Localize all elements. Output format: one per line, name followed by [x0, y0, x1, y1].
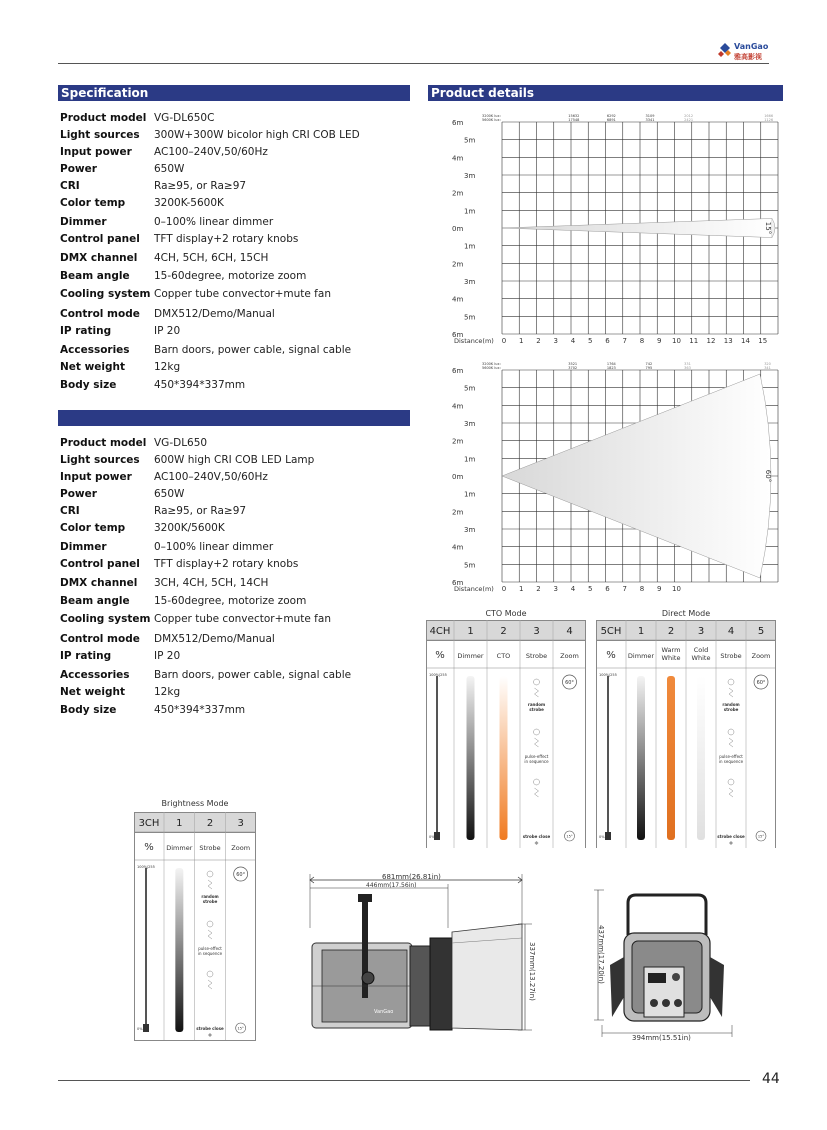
mode-sub-cell: Cold [693, 646, 709, 654]
logo-text: VanGao [734, 42, 769, 51]
gradient-bar [697, 676, 705, 840]
spec-key: Cooling system [60, 288, 151, 300]
cto-mode-table [426, 620, 586, 848]
x-tick: 1 [519, 337, 524, 345]
radius-label: 5m [464, 313, 476, 322]
mode-head-cell: 1 [637, 626, 645, 637]
radius-label: 1m [464, 242, 476, 251]
spec-key: Color temp [60, 522, 126, 534]
spec-value: 12kg [154, 361, 181, 373]
y-label: 0m [452, 473, 464, 481]
zoom-bottom-label: 15° [757, 834, 765, 839]
spec-value: AC100–240V,50/60Hz [154, 471, 268, 483]
spec-key: Cooling system [60, 613, 151, 625]
lux-value: 1764 [606, 362, 616, 366]
radius-label: 3m [464, 172, 476, 180]
radius-label: 5m [464, 384, 476, 393]
y-label: 4m [452, 295, 464, 304]
strobe-random-label: random [722, 702, 740, 707]
spec-value: IP 20 [154, 325, 181, 337]
spec-value: 15-60degree, motorize zoom [154, 595, 307, 607]
x-tick: 4 [570, 585, 576, 593]
mode-head-cell: 3 [697, 626, 705, 637]
scale-knob [434, 832, 440, 840]
x-tick: 2 [536, 337, 541, 345]
x-tick: 3 [553, 337, 558, 345]
spec-key: Control panel [60, 233, 140, 245]
spec-value: 450*394*337mm [154, 379, 246, 391]
zoom-top-label: 60° [756, 680, 766, 686]
spec-key: Beam angle [60, 595, 130, 607]
mode-sub-cell: Zoom [751, 652, 771, 660]
radius-label: 5m [464, 136, 476, 145]
x-tick: 13 [723, 337, 733, 345]
spec-value: 600W high CRI COB LED Lamp [154, 454, 315, 466]
spec-value: IP 20 [154, 650, 181, 662]
spec-key: Body size [60, 704, 117, 716]
strobe-pulse-label: in sequence [524, 759, 549, 764]
beam-angle-label: 15° [764, 221, 772, 235]
mode-sub-cell: Dimmer [457, 652, 484, 660]
y-label: 2m [452, 189, 464, 198]
zoom-top-label: 60° [565, 680, 574, 686]
mode-head-cell: 3 [533, 626, 540, 637]
y-label: 6m [452, 331, 464, 339]
scale-knob [605, 832, 611, 840]
x-tick: 0 [501, 337, 507, 345]
beam-chart-15 [428, 112, 783, 352]
scale-bottom-value: 0% [599, 835, 605, 839]
spec-key: Control panel [60, 558, 140, 570]
y-label: 4m [452, 543, 464, 552]
mode-head-cell: 3CH [138, 818, 160, 829]
y-label: 6m [452, 579, 464, 587]
x-tick: 0 [501, 585, 507, 593]
y-label: 2m [452, 260, 464, 269]
x-tick: 9 [657, 585, 662, 593]
scale-top-value: 100%|255 [137, 865, 155, 869]
footer-rule [58, 1080, 750, 1081]
spec-value: Copper tube convector+mute fan [154, 613, 331, 625]
strobe-close-label: strobe close [522, 834, 551, 839]
strobe-random-label: random [201, 894, 219, 899]
spec-key: Net weight [60, 686, 126, 698]
spec-key: DMX channel [60, 252, 138, 264]
mode-head-cell: 2 [500, 626, 507, 637]
beam-chart-60 [428, 360, 783, 595]
mode-sub-cell: CTO [496, 652, 511, 660]
mode-head-cell: 3 [237, 818, 244, 829]
x-tick: 6 [605, 585, 610, 593]
lux-value: 2421 [684, 118, 694, 122]
spec-value: 3CH, 4CH, 5CH, 14CH [154, 577, 269, 589]
lux-header: 5600K lux: [482, 118, 501, 122]
scale-top-value: 100%|255 [599, 673, 617, 677]
gradient-bar [175, 868, 183, 1032]
lux-value: 795 [645, 366, 653, 370]
spec-value: Barn doors, power cable, signal cable [154, 669, 352, 681]
spec-value: 3200K/5600K [154, 522, 225, 534]
lux-value: 1126 [764, 118, 774, 122]
y-label: 6m [452, 367, 464, 375]
spec-key: Product model [60, 437, 147, 449]
mode-sub-cell: Warm [661, 646, 681, 654]
gradient-bar [637, 676, 645, 840]
lux-header: 5600K lux: [482, 366, 501, 370]
strobe-random-label: strobe [202, 899, 218, 904]
brand-logo [718, 40, 770, 62]
radius-label: 1m [464, 207, 476, 216]
spec-key: DMX channel [60, 577, 138, 589]
x-tick: 4 [570, 337, 576, 345]
mode-head-cell: 1 [467, 626, 474, 637]
mode-head-cell: 4 [566, 626, 573, 637]
spec-key: Color temp [60, 197, 126, 209]
spec-key: Net weight [60, 361, 126, 373]
logo-cn: 雅高影视 [734, 53, 762, 61]
y-label: 2m [452, 508, 464, 517]
spec-value: 4CH, 5CH, 6CH, 15CH [154, 252, 269, 264]
spec-header-2 [58, 410, 410, 426]
radius-label: 1m [464, 455, 476, 464]
mode-head-cell: 2 [206, 818, 214, 829]
spec-key: Input power [60, 146, 132, 158]
x-tick: 11 [689, 337, 699, 345]
x-tick: 9 [657, 337, 662, 345]
spec-header: Specification [58, 85, 410, 101]
spec-key: Dimmer [60, 216, 107, 228]
strobe-pulse-label: pulse-effect [719, 754, 743, 759]
spec-value: 0–100% linear dimmer [154, 216, 274, 228]
x-tick: 8 [639, 585, 645, 593]
spec-key: Input power [60, 471, 132, 483]
strobe-pulse-label: pulse-effect [198, 946, 222, 951]
zoom-bottom-label: 15° [237, 1026, 244, 1031]
strobe-close-label: strobe close [196, 1026, 224, 1031]
lux-value: 341 [764, 366, 771, 370]
brightness-mode-title: Brightness Mode [161, 799, 229, 808]
strobe-random-label: strobe [529, 707, 544, 712]
scale-top-value: 100%|255 [429, 673, 447, 677]
lux-value: 331 [684, 362, 691, 366]
y-label: 4m [452, 402, 464, 411]
scale-bottom-value: 0% [137, 1027, 143, 1031]
x-tick: 14 [741, 337, 750, 345]
spec-value: 15-60degree, motorize zoom [154, 270, 307, 282]
spec-value: Copper tube convector+mute fan [154, 288, 331, 300]
radius-label: 1m [464, 490, 476, 499]
direct-mode-title: Direct Mode [661, 609, 711, 618]
spec-value: VG-DL650 [154, 437, 208, 449]
spec-value: DMX512/Demo/Manual [154, 633, 275, 645]
spec-value: VG-DL650C [154, 112, 215, 124]
lux-value: 1823 [606, 366, 616, 370]
x-tick: 6 [605, 337, 610, 345]
x-tick: 2 [536, 585, 541, 593]
strobe-random-label: strobe [723, 707, 739, 712]
beam-cone [502, 374, 771, 578]
spec-value: 650W [154, 163, 185, 175]
lux-value: 3702 [568, 366, 578, 370]
mode-head-cell: 4CH [429, 626, 451, 637]
strobe-pulse-label: pulse-effect [524, 754, 549, 759]
gradient-bar [500, 676, 508, 840]
spec-key: Power [60, 488, 97, 500]
cto-mode-title: CTO Mode [485, 609, 527, 618]
gradient-bar [467, 676, 475, 840]
side-height-dim: 337mm(13.27in) [528, 942, 536, 1001]
side-total-dim: 681mm(26.81in) [382, 873, 441, 881]
page-number: 44 [762, 1071, 780, 1087]
x-tick: 8 [639, 337, 645, 345]
radius-label: 5m [464, 561, 476, 570]
spec-key: Product model [60, 112, 147, 124]
spec-key: Dimmer [60, 541, 107, 553]
spec-key: Power [60, 163, 97, 175]
spec-key: Accessories [60, 669, 130, 681]
lux-value: 2012 [684, 114, 694, 118]
mode-sub-cell: Strobe [525, 652, 548, 660]
y-label: 6m [452, 119, 464, 127]
lux-value: 3109 [645, 114, 655, 118]
mode-head-cell: 4 [727, 626, 735, 637]
mode-sub-cell: Strobe [199, 844, 221, 852]
spec-key: IP rating [60, 325, 112, 337]
spec-key: CRI [60, 505, 80, 517]
mode-head-cell: 1 [176, 818, 183, 829]
spec-value: 300W+300W bicolor high CRI COB LED [154, 129, 360, 141]
mode-head-cell: 2 [667, 626, 675, 637]
spec-key: Control mode [60, 308, 140, 320]
x-tick: 10 [672, 585, 681, 593]
x-tick: 3 [553, 585, 558, 593]
strobe-pulse-label: in sequence [197, 951, 223, 956]
radius-label: 3m [464, 420, 476, 428]
y-label: 4m [452, 154, 464, 163]
strobe-close-label: strobe close [717, 834, 745, 839]
spec-value: DMX512/Demo/Manual [154, 308, 275, 320]
spec-key: Body size [60, 379, 117, 391]
front-view-drawing [590, 885, 750, 1045]
spec-value: Barn doors, power cable, signal cable [154, 344, 352, 356]
zoom-top-label: 60° [236, 872, 246, 878]
lux-value: 15632 [568, 114, 580, 118]
spec-key: Beam angle [60, 270, 130, 282]
zoom-bottom-label: 15° [566, 834, 573, 839]
spec-value: Ra≥95, or Ra≥97 [154, 505, 247, 517]
mode-sub-cell: White [661, 654, 681, 662]
side-logo: VanGao [374, 1009, 394, 1015]
side-body-dim: 446mm(17.56in) [366, 882, 417, 889]
x-tick: 12 [706, 337, 716, 345]
y-label: 0m [452, 225, 464, 233]
spec-key: Control mode [60, 633, 140, 645]
mode-sub-cell: White [691, 654, 711, 662]
mode-sub-cell: Strobe [720, 652, 742, 660]
side-view-drawing [300, 868, 550, 1038]
spec-value: 0–100% linear dimmer [154, 541, 274, 553]
x-tick: 7 [622, 585, 627, 593]
x-axis-label: Distance(m) [454, 337, 494, 345]
lux-value: 1666 [764, 114, 774, 118]
radius-label: 3m [464, 278, 476, 286]
front-height-dim: 437mm(17.20in) [597, 925, 605, 984]
x-tick: 5 [588, 337, 593, 345]
mode-sub-cell: % [144, 842, 154, 853]
beam-cone [502, 218, 772, 237]
spec-value: 12kg [154, 686, 181, 698]
lux-header: 3200K lux: [482, 114, 501, 118]
strobe-random-label: random [527, 702, 546, 707]
lux-value: 6891 [606, 118, 616, 122]
mode-sub-cell: Dimmer [627, 652, 655, 660]
lux-header: 3200K lux: [482, 362, 501, 366]
spec-key: Accessories [60, 344, 130, 356]
x-tick: 10 [672, 337, 681, 345]
x-tick: 1 [519, 585, 524, 593]
lux-value: 3341 [645, 118, 655, 122]
spec-table-2 [60, 437, 410, 727]
spec-value: 650W [154, 488, 185, 500]
front-width-dim: 394mm(15.51in) [632, 1034, 691, 1042]
spec-table-1 [60, 112, 410, 402]
beam-angle-label: 60° [764, 469, 772, 483]
x-tick: 15 [758, 337, 768, 345]
spec-value: TFT display+2 rotary knobs [154, 558, 299, 570]
spec-value: 3200K-5600K [154, 197, 224, 209]
brightness-mode-table [134, 812, 256, 1042]
gradient-bar [667, 676, 675, 840]
spec-key: CRI [60, 180, 80, 192]
x-axis-label: Distance(m) [454, 585, 494, 593]
spec-key: IP rating [60, 650, 112, 662]
spec-key: Light sources [60, 454, 140, 466]
lux-value: 742 [645, 362, 653, 366]
x-tick: 5 [588, 585, 593, 593]
lux-value: 6292 [606, 114, 616, 118]
scale-bottom-value: 0% [429, 835, 435, 839]
mode-head-cell: 5CH [600, 626, 622, 637]
spec-value: TFT display+2 rotary knobs [154, 233, 299, 245]
spec-value: AC100–240V,50/60Hz [154, 146, 268, 158]
lux-value: 363 [684, 366, 691, 370]
mode-sub-cell: Zoom [560, 652, 579, 660]
direct-mode-table [596, 620, 776, 848]
mode-sub-cell: % [606, 650, 616, 661]
lux-value: 17548 [568, 118, 580, 122]
spec-value: 450*394*337mm [154, 704, 246, 716]
spec-key: Light sources [60, 129, 140, 141]
strobe-pulse-label: in sequence [718, 759, 744, 764]
lux-value: 320 [764, 362, 771, 366]
y-label: 2m [452, 437, 464, 446]
details-header: Product details [428, 85, 783, 101]
spec-value: Ra≥95, or Ra≥97 [154, 180, 247, 192]
scale-knob [143, 1024, 149, 1032]
mode-head-cell: 5 [757, 626, 765, 637]
mode-sub-cell: Zoom [231, 844, 251, 852]
mode-sub-cell: Dimmer [166, 844, 193, 852]
mode-sub-cell: % [435, 650, 445, 661]
radius-label: 3m [464, 526, 476, 534]
x-tick: 7 [622, 337, 627, 345]
lux-value: 3521 [568, 362, 578, 366]
header-rule [58, 63, 769, 64]
